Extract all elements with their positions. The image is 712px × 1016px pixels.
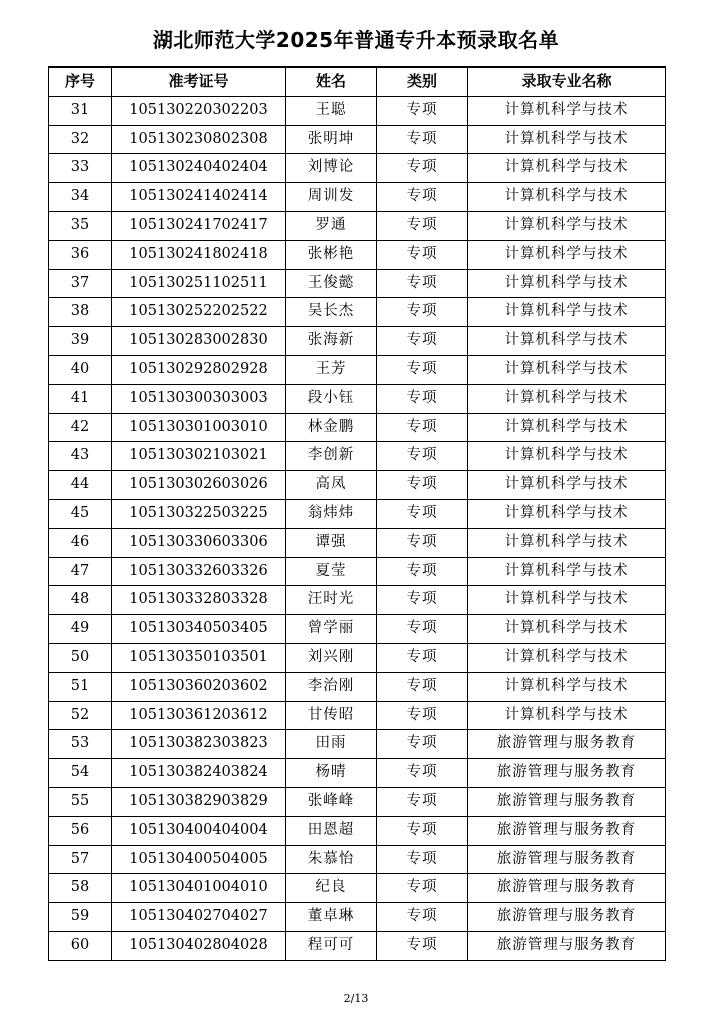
cell-no: 31 — [49, 96, 112, 125]
cell-exam-id: 105130402804028 — [112, 931, 286, 960]
cell-name: 田雨 — [286, 730, 377, 759]
cell-name: 张彬艳 — [286, 240, 377, 269]
cell-no: 45 — [49, 499, 112, 528]
table-row — [49, 528, 666, 557]
cell-no: 51 — [49, 672, 112, 701]
cell-name: 张明坤 — [286, 125, 377, 154]
table-row — [49, 643, 666, 672]
table-row — [49, 355, 666, 384]
cell-no: 33 — [49, 154, 112, 183]
cell-no: 32 — [49, 125, 112, 154]
cell-category: 专项 — [377, 125, 468, 154]
cell-major: 计算机科学与技术 — [468, 240, 666, 269]
cell-exam-id: 105130292802928 — [112, 355, 286, 384]
cell-major: 计算机科学与技术 — [468, 413, 666, 442]
cell-exam-id: 105130322503225 — [112, 499, 286, 528]
cell-category: 专项 — [377, 471, 468, 500]
cell-name: 夏莹 — [286, 557, 377, 586]
table-row — [49, 701, 666, 730]
cell-major: 旅游管理与服务教育 — [468, 845, 666, 874]
cell-category: 专项 — [377, 211, 468, 240]
cell-no: 35 — [49, 211, 112, 240]
cell-exam-id: 105130382403824 — [112, 759, 286, 788]
cell-category: 专项 — [377, 759, 468, 788]
cell-category: 专项 — [377, 499, 468, 528]
cell-no: 57 — [49, 845, 112, 874]
cell-no: 59 — [49, 903, 112, 932]
table-row — [49, 442, 666, 471]
cell-name: 甘传昭 — [286, 701, 377, 730]
cell-no: 40 — [49, 355, 112, 384]
cell-category: 专项 — [377, 183, 468, 212]
table-row — [49, 154, 666, 183]
cell-major: 计算机科学与技术 — [468, 269, 666, 298]
cell-name: 王俊懿 — [286, 269, 377, 298]
cell-name: 翁炜炜 — [286, 499, 377, 528]
cell-no: 38 — [49, 298, 112, 327]
cell-exam-id: 105130241402414 — [112, 183, 286, 212]
cell-major: 旅游管理与服务教育 — [468, 816, 666, 845]
cell-major: 计算机科学与技术 — [468, 125, 666, 154]
cell-no: 42 — [49, 413, 112, 442]
column-header-no: 序号 — [49, 67, 112, 96]
cell-category: 专项 — [377, 615, 468, 644]
cell-major: 计算机科学与技术 — [468, 499, 666, 528]
cell-exam-id: 105130252202522 — [112, 298, 286, 327]
cell-category: 专项 — [377, 643, 468, 672]
cell-major: 计算机科学与技术 — [468, 528, 666, 557]
cell-major: 计算机科学与技术 — [468, 586, 666, 615]
cell-category: 专项 — [377, 931, 468, 960]
cell-exam-id: 105130300303003 — [112, 384, 286, 413]
cell-no: 49 — [49, 615, 112, 644]
table-row — [49, 615, 666, 644]
cell-name: 田恩超 — [286, 816, 377, 845]
cell-exam-id: 105130400504005 — [112, 845, 286, 874]
table-row — [49, 845, 666, 874]
table-row — [49, 240, 666, 269]
cell-major: 计算机科学与技术 — [468, 471, 666, 500]
cell-category: 专项 — [377, 240, 468, 269]
cell-category: 专项 — [377, 787, 468, 816]
cell-name: 刘兴刚 — [286, 643, 377, 672]
cell-name: 谭强 — [286, 528, 377, 557]
cell-name: 张峰峰 — [286, 787, 377, 816]
cell-category: 专项 — [377, 557, 468, 586]
table-row — [49, 499, 666, 528]
table-row — [49, 730, 666, 759]
cell-category: 专项 — [377, 96, 468, 125]
cell-category: 专项 — [377, 154, 468, 183]
cell-name: 张海新 — [286, 327, 377, 356]
table-row — [49, 586, 666, 615]
table-header-row — [49, 67, 666, 96]
cell-name: 林金鹏 — [286, 413, 377, 442]
table-row — [49, 874, 666, 903]
cell-major: 旅游管理与服务教育 — [468, 787, 666, 816]
cell-name: 纪良 — [286, 874, 377, 903]
cell-name: 程可可 — [286, 931, 377, 960]
cell-name: 王芳 — [286, 355, 377, 384]
column-header-exam-id: 准考证号 — [112, 67, 286, 96]
cell-major: 计算机科学与技术 — [468, 298, 666, 327]
cell-no: 34 — [49, 183, 112, 212]
cell-exam-id: 105130332603326 — [112, 557, 286, 586]
cell-category: 专项 — [377, 384, 468, 413]
cell-name: 高凤 — [286, 471, 377, 500]
cell-major: 计算机科学与技术 — [468, 615, 666, 644]
cell-no: 58 — [49, 874, 112, 903]
cell-category: 专项 — [377, 327, 468, 356]
table-row — [49, 672, 666, 701]
cell-major: 旅游管理与服务教育 — [468, 931, 666, 960]
cell-exam-id: 105130283002830 — [112, 327, 286, 356]
cell-category: 专项 — [377, 730, 468, 759]
cell-exam-id: 105130360203602 — [112, 672, 286, 701]
cell-name: 王聪 — [286, 96, 377, 125]
cell-no: 56 — [49, 816, 112, 845]
table-row — [49, 903, 666, 932]
cell-name: 杨晴 — [286, 759, 377, 788]
table-row — [49, 787, 666, 816]
cell-no: 47 — [49, 557, 112, 586]
cell-name: 汪时光 — [286, 586, 377, 615]
cell-exam-id: 105130230802308 — [112, 125, 286, 154]
cell-exam-id: 105130400404004 — [112, 816, 286, 845]
cell-no: 48 — [49, 586, 112, 615]
table-row — [49, 471, 666, 500]
cell-major: 计算机科学与技术 — [468, 327, 666, 356]
table-row — [49, 125, 666, 154]
cell-major: 旅游管理与服务教育 — [468, 874, 666, 903]
column-header-category: 类别 — [377, 67, 468, 96]
cell-no: 37 — [49, 269, 112, 298]
cell-major: 计算机科学与技术 — [468, 211, 666, 240]
cell-exam-id: 105130301003010 — [112, 413, 286, 442]
cell-exam-id: 105130241802418 — [112, 240, 286, 269]
cell-name: 刘博论 — [286, 154, 377, 183]
cell-major: 计算机科学与技术 — [468, 96, 666, 125]
cell-major: 计算机科学与技术 — [468, 154, 666, 183]
table-row — [49, 298, 666, 327]
cell-exam-id: 105130220302203 — [112, 96, 286, 125]
table-row — [49, 557, 666, 586]
cell-name: 段小钰 — [286, 384, 377, 413]
admission-list-table — [48, 66, 666, 961]
cell-major: 旅游管理与服务教育 — [468, 730, 666, 759]
cell-no: 43 — [49, 442, 112, 471]
cell-major: 旅游管理与服务教育 — [468, 903, 666, 932]
cell-name: 周训发 — [286, 183, 377, 212]
page-number: 2/13 — [343, 992, 369, 1005]
cell-exam-id: 105130302103021 — [112, 442, 286, 471]
cell-major: 旅游管理与服务教育 — [468, 759, 666, 788]
cell-exam-id: 105130340503405 — [112, 615, 286, 644]
table-row — [49, 384, 666, 413]
cell-category: 专项 — [377, 355, 468, 384]
cell-category: 专项 — [377, 442, 468, 471]
cell-category: 专项 — [377, 874, 468, 903]
cell-major: 计算机科学与技术 — [468, 672, 666, 701]
cell-exam-id: 105130361203612 — [112, 701, 286, 730]
cell-exam-id: 105130240402404 — [112, 154, 286, 183]
cell-no: 39 — [49, 327, 112, 356]
cell-no: 55 — [49, 787, 112, 816]
cell-name: 董卓琳 — [286, 903, 377, 932]
cell-category: 专项 — [377, 672, 468, 701]
cell-major: 计算机科学与技术 — [468, 183, 666, 212]
cell-name: 罗通 — [286, 211, 377, 240]
table-row — [49, 269, 666, 298]
document-title: 湖北师范大学2025年普通专升本预录取名单 — [152, 28, 560, 52]
cell-no: 46 — [49, 528, 112, 557]
cell-exam-id: 105130241702417 — [112, 211, 286, 240]
cell-no: 36 — [49, 240, 112, 269]
cell-exam-id: 105130332803328 — [112, 586, 286, 615]
cell-major: 计算机科学与技术 — [468, 355, 666, 384]
cell-exam-id: 105130251102511 — [112, 269, 286, 298]
column-header-name: 姓名 — [286, 67, 377, 96]
column-header-major: 录取专业名称 — [468, 67, 666, 96]
table-row — [49, 211, 666, 240]
cell-category: 专项 — [377, 845, 468, 874]
cell-category: 专项 — [377, 413, 468, 442]
table-row — [49, 759, 666, 788]
table-row — [49, 816, 666, 845]
cell-major: 计算机科学与技术 — [468, 384, 666, 413]
cell-no: 50 — [49, 643, 112, 672]
cell-category: 专项 — [377, 298, 468, 327]
table-row — [49, 96, 666, 125]
table-body — [49, 96, 666, 960]
cell-exam-id: 105130402704027 — [112, 903, 286, 932]
cell-exam-id: 105130350103501 — [112, 643, 286, 672]
cell-major: 计算机科学与技术 — [468, 701, 666, 730]
cell-name: 李治刚 — [286, 672, 377, 701]
cell-no: 53 — [49, 730, 112, 759]
cell-no: 52 — [49, 701, 112, 730]
cell-exam-id: 105130401004010 — [112, 874, 286, 903]
cell-no: 41 — [49, 384, 112, 413]
cell-name: 朱慕怡 — [286, 845, 377, 874]
cell-major: 计算机科学与技术 — [468, 557, 666, 586]
cell-major: 计算机科学与技术 — [468, 643, 666, 672]
table-row — [49, 931, 666, 960]
table-row — [49, 183, 666, 212]
cell-name: 吴长杰 — [286, 298, 377, 327]
cell-exam-id: 105130302603026 — [112, 471, 286, 500]
cell-no: 54 — [49, 759, 112, 788]
cell-no: 44 — [49, 471, 112, 500]
cell-category: 专项 — [377, 701, 468, 730]
table-row — [49, 327, 666, 356]
cell-exam-id: 105130382303823 — [112, 730, 286, 759]
cell-exam-id: 105130382903829 — [112, 787, 286, 816]
cell-name: 曾学丽 — [286, 615, 377, 644]
cell-category: 专项 — [377, 528, 468, 557]
cell-category: 专项 — [377, 269, 468, 298]
cell-category: 专项 — [377, 816, 468, 845]
cell-category: 专项 — [377, 903, 468, 932]
cell-category: 专项 — [377, 586, 468, 615]
cell-major: 计算机科学与技术 — [468, 442, 666, 471]
cell-exam-id: 105130330603306 — [112, 528, 286, 557]
cell-no: 60 — [49, 931, 112, 960]
cell-name: 李创新 — [286, 442, 377, 471]
table-row — [49, 413, 666, 442]
